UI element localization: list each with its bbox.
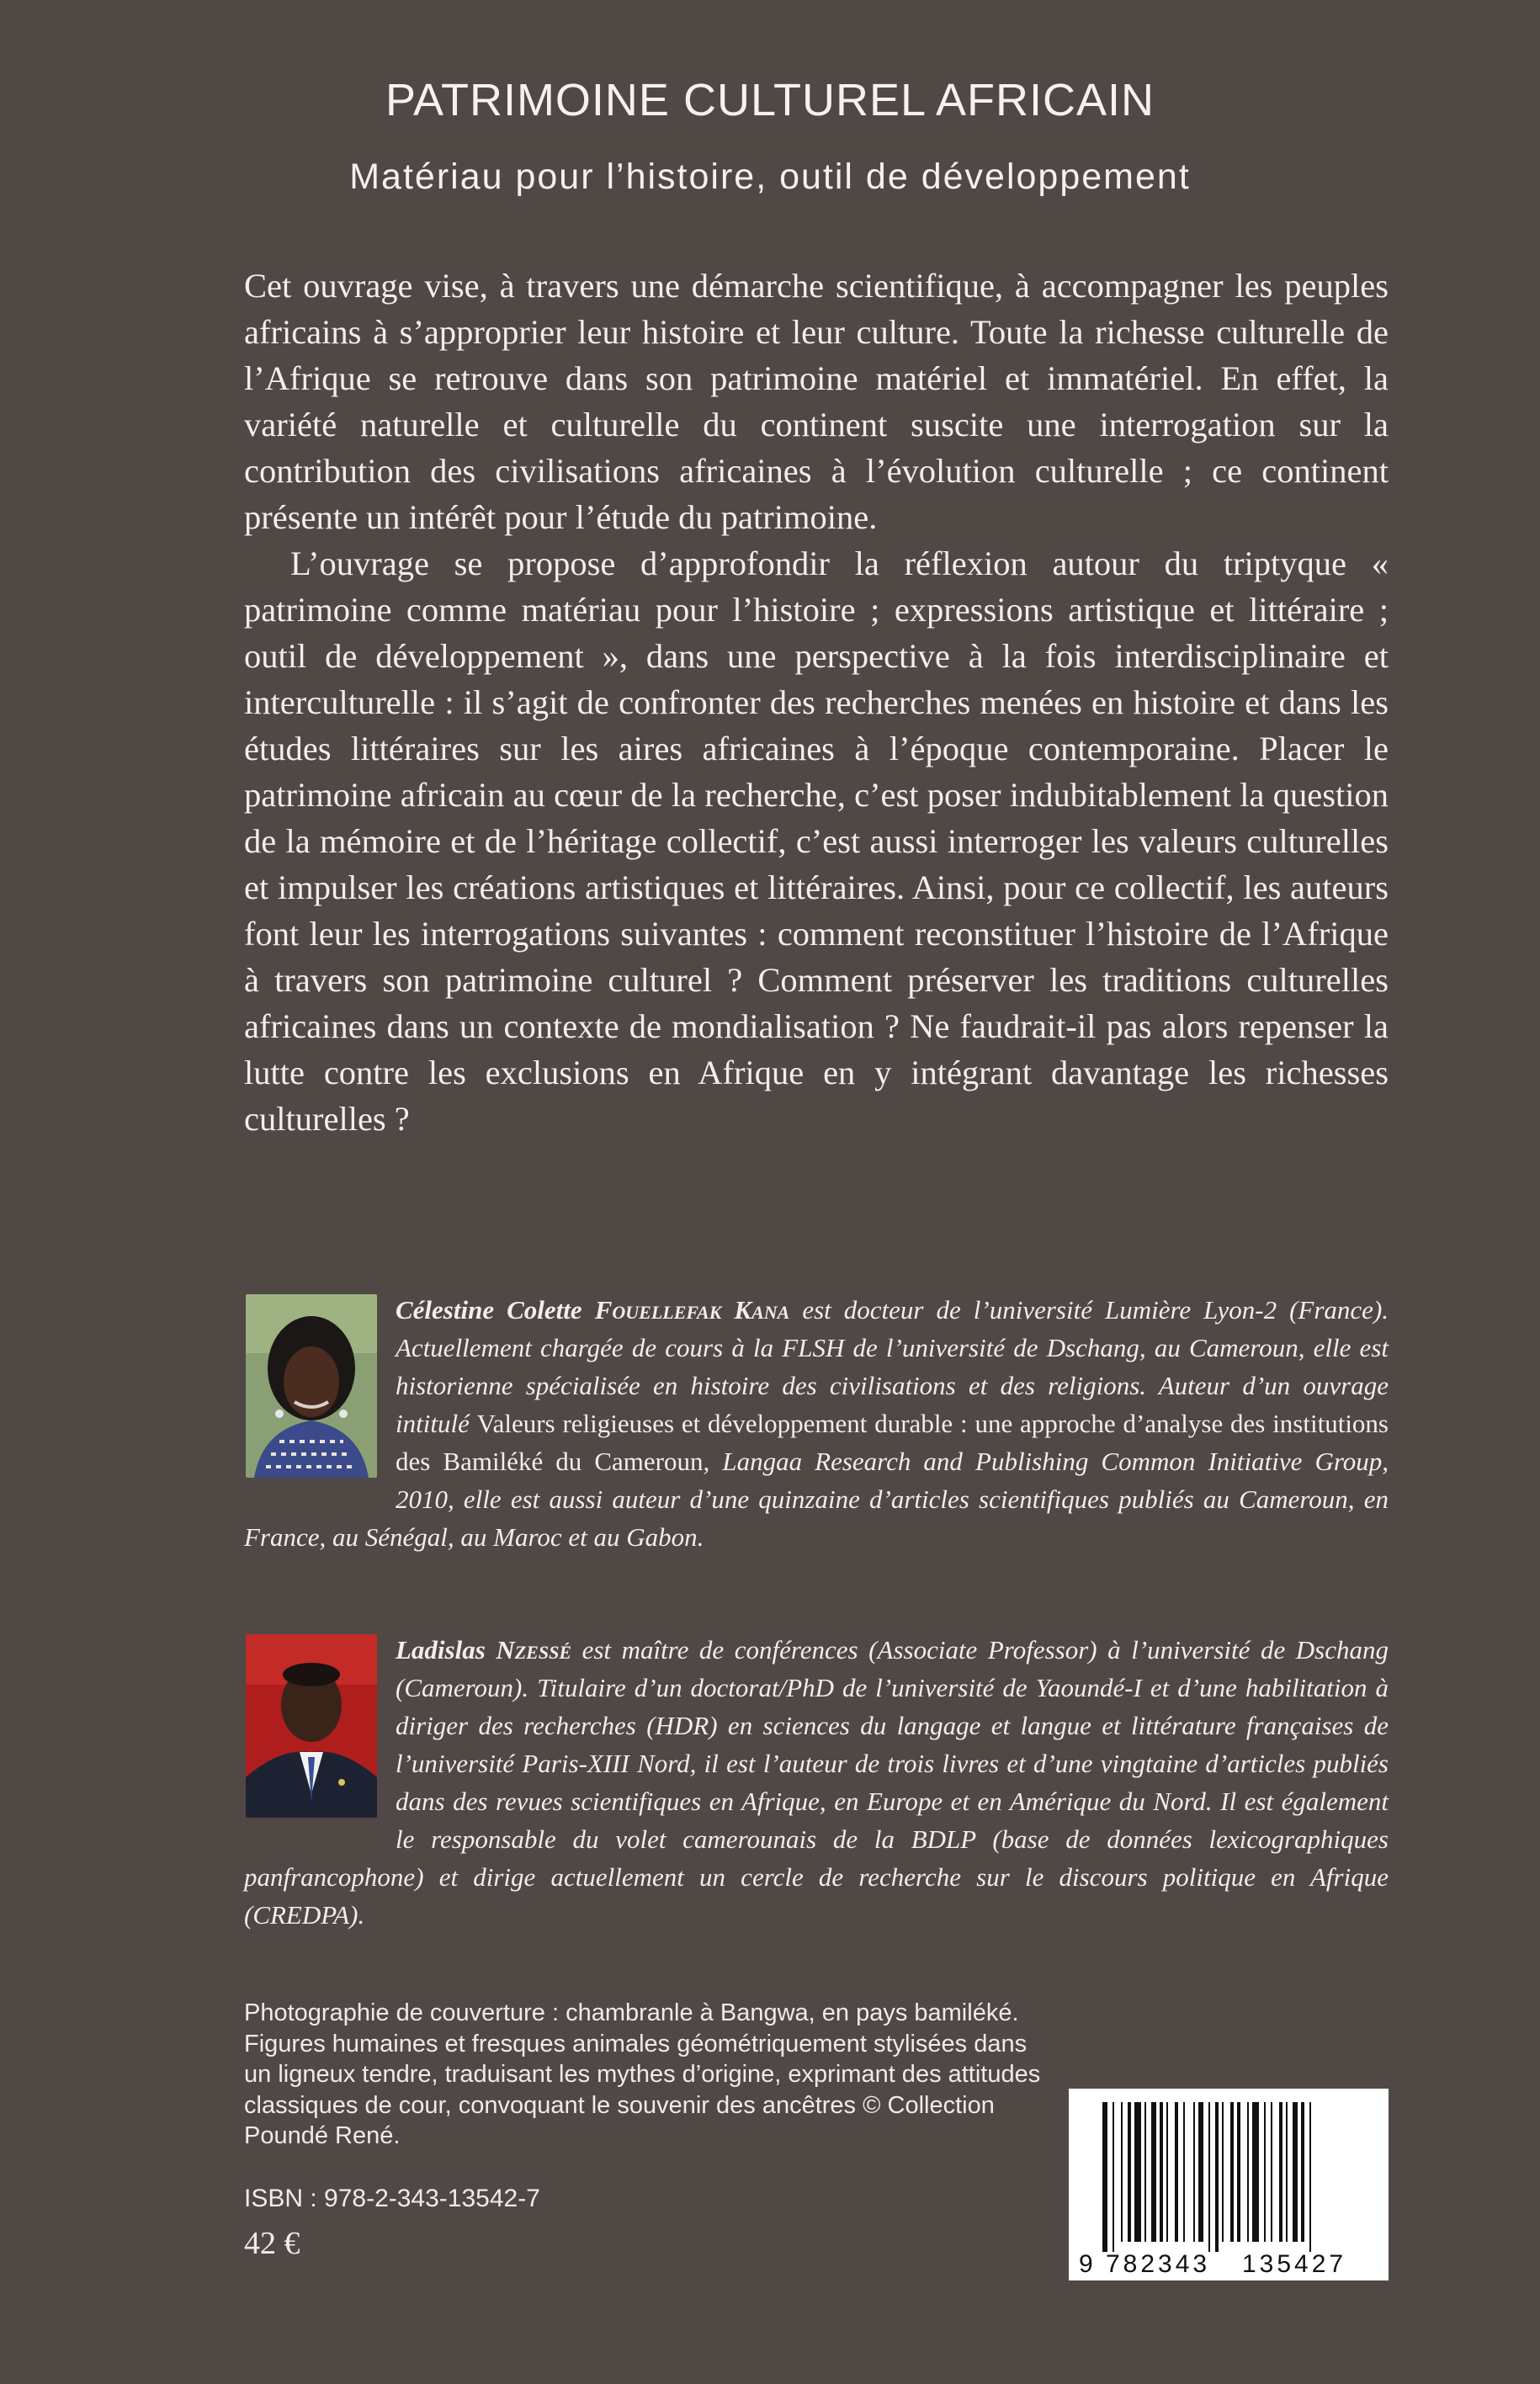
- barcode-bar: [1183, 2102, 1185, 2242]
- barcode-bar: [1121, 2102, 1123, 2242]
- author-bio-1: [244, 1291, 1389, 1556]
- barcode-bar: [1166, 2102, 1168, 2242]
- barcode-bar: [1301, 2102, 1304, 2242]
- author-photo-2: [246, 1634, 377, 1818]
- barcode-bar: [1264, 2102, 1266, 2242]
- barcode-left-group: 782343: [1106, 2250, 1211, 2278]
- barcode-bar: [1286, 2102, 1288, 2242]
- author-1-bio-part2: , Langaa Research and Publishing Common Initiative Group, 2010, elle est aussi auteur d’une quinzaine d’articles scientifiques publiés au Cameroun, en France, au Sénégal, au Maroc et au Gabon.: [244, 1447, 1389, 1552]
- description-paragraph-2: L’ouvrage se propose d’approfondir la réflexion autour du triptyque « patrimoine comme matériau pour l’histoire ; expressions artistique et littéraire ; outil de développement », dans une perspective à la fois interdisciplinaire et interculturelle : il s’agit de confronter des recherches menées en histoire et dans les études littéraires sur les aires africaines à l’époque contemporaine. Placer le patrimoine africain au cœur de la recherche, c’est poser indubitablement la question de la mémoire et de l’héritage collectif, c’est aussi interroger les valeurs culturelles et impulser les créations artistiques et littéraires. Ainsi, pour ce collectif, les auteurs font leur les interrogations suivantes : comment reconstituer l’histoire de l’Afrique à travers son patrimoine culturel ? Comment préserver les traditions culturelles africaines dans un contexte de mondialisation ? Ne faudrait-il pas alors repenser la lutte contre les exclusions en Afrique en y intégrant davantage les richesses culturelles ?: [244, 544, 1389, 1138]
- barcode-bars: [1102, 2102, 1311, 2252]
- barcode-bar: [1237, 2102, 1240, 2242]
- description: [244, 263, 1389, 1142]
- author-2-first-name: Ladislas: [396, 1635, 486, 1665]
- barcode-bar: [1208, 2102, 1210, 2252]
- author-photo-1: [246, 1294, 377, 1478]
- barcode-bar: [1309, 2102, 1311, 2252]
- author-bio-2: [244, 1631, 1389, 1934]
- barcode-bar: [1271, 2102, 1272, 2242]
- author-1-book-title: Valeurs religieuses et développement durable : une approche d’analyse des institutions des Bamiléké du Cameroun: [396, 1409, 1389, 1476]
- author-2-last-name: Nzessé: [496, 1635, 572, 1665]
- barcode-bar: [1128, 2102, 1131, 2242]
- barcode-bar: [1102, 2102, 1107, 2252]
- author-1-bio-part1: est docteur de l’université Lumière Lyon-2 (France). Actuellement chargée de cours à la FLSH de l’université de Dschang, au Cameroun, elle est historienne spécialisée en histoire des civilisations et des religions. Auteur d’un ouvrage intitulé: [396, 1295, 1389, 1438]
- barcode-bar: [1175, 2102, 1178, 2242]
- barcode-bar: [1160, 2102, 1163, 2242]
- barcode-bar: [1279, 2102, 1282, 2242]
- barcode-bar: [1193, 2102, 1195, 2242]
- barcode-bar: [1293, 2102, 1298, 2242]
- barcode: [1069, 2089, 1389, 2280]
- book-title: PATRIMOINE CULTUREL AFRICAIN: [385, 75, 1155, 125]
- price: 42 €: [244, 2226, 300, 2261]
- barcode-bar: [1215, 2102, 1219, 2252]
- barcode-bar: [1144, 2102, 1146, 2242]
- barcode-lead-digit: 9: [1079, 2250, 1093, 2278]
- book-subtitle: Matériau pour l’histoire, outil de développement: [349, 157, 1191, 197]
- isbn: ISBN : 978-2-343-13542-7: [244, 2185, 540, 2212]
- barcode-bar: [1230, 2102, 1234, 2242]
- barcode-bar: [1252, 2102, 1259, 2242]
- author-1-first-name: Célestine Colette: [396, 1295, 582, 1325]
- barcode-right-group: 135427: [1242, 2250, 1347, 2278]
- barcode-bar: [1247, 2102, 1249, 2242]
- barcode-bar: [1222, 2102, 1224, 2242]
- author-1-last-name: Fouellefak Kana: [594, 1295, 790, 1325]
- barcode-bar: [1113, 2102, 1114, 2252]
- description-paragraph-1: Cet ouvrage vise, à travers une démarche scientifique, à accompagner les peuples africains à s’approprier leur histoire et leur culture. Toute la richesse culturelle de l’Afrique se retrouve dans son patrimoine matériel et immatériel. En effet, la variété naturelle et culturelle du continent suscite une interrogation sur la contribution des civilisations africaines à l’évolution culturelle ; ce continent présente un intérêt pour l’étude du patrimoine.: [244, 267, 1389, 536]
- photo-credit: Photographie de couverture : chambranle à Bangwa, en pays bamiléké. Figures humaines et fresques animales géométriquement stylisées dans un ligneux tendre, traduisant les mythes d’origine, exprimant des attitudes classiques de cour, convoquant le souvenir des ancêtres © Collection Poundé René.: [244, 1999, 1041, 2149]
- barcode-bar: [1198, 2102, 1203, 2242]
- barcode-bar: [1134, 2102, 1141, 2242]
- barcode-bar: [1151, 2102, 1156, 2242]
- author-2-bio: est maître de conférences (Associate Professor) à l’université de Dschang (Cameroun). Titulaire d’un doctorat/PhD de l’université de Yaoundé-I et d’une habilitation à diriger des recherches (HDR) en sciences du langage et langue et littérature françaises de l’université Paris-XIII Nord, il est l’auteur de trois livres et d’une vingtaine d’articles publiés dans des revues scientifiques en Afrique, en Europe et en Amérique du Nord. Il est également le responsable du volet camerounais de la BDLP (base de données lexicographiques panfrancophone) et dirige actuellement un cercle de recherche sur le discours politique en Afrique (CREDPA).: [244, 1635, 1389, 1930]
